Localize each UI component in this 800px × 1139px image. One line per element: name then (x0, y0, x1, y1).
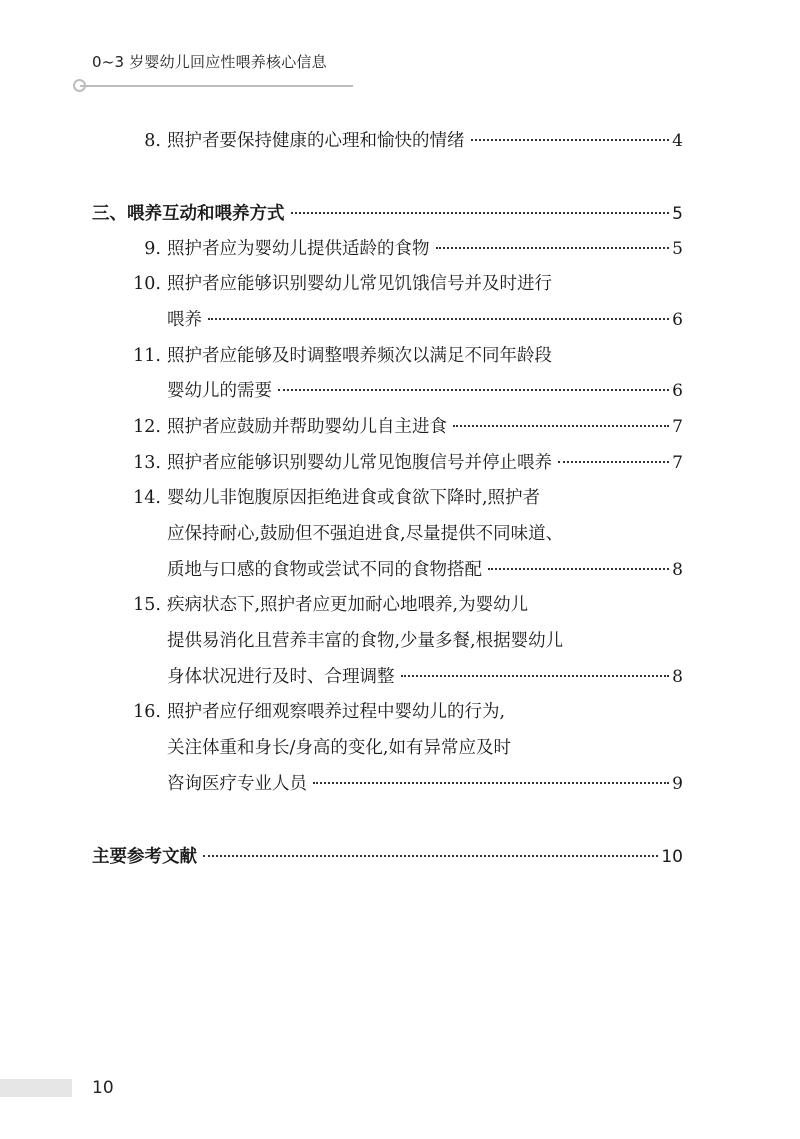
toc-number: 15. (133, 595, 161, 615)
toc-title-cont: 提供易消化且营养丰富的食物,少量多餐,根据婴幼儿 (167, 631, 564, 651)
toc-page: 6 (672, 381, 683, 401)
toc-page: 5 (672, 239, 683, 259)
toc-entry-12[interactable] (130, 413, 683, 443)
toc-entry-10[interactable] (130, 270, 683, 300)
header-rule (80, 85, 353, 87)
toc-page: 5 (672, 204, 683, 224)
toc-title-cont: 关注体重和身长/身高的变化,如有异常应及时 (167, 738, 511, 758)
toc-entry-15[interactable] (130, 591, 683, 621)
toc-page: 8 (672, 667, 683, 687)
toc-entry-13[interactable] (130, 449, 683, 479)
dot-leader (453, 425, 669, 427)
toc-page: 6 (672, 310, 683, 330)
toc-title-cont: 喂养 (167, 310, 202, 330)
toc-number: 13. (133, 453, 161, 473)
toc-title: 照护者应仔细观察喂养过程中婴幼儿的行为, (167, 702, 506, 722)
dot-leader (203, 855, 658, 857)
toc-section-title: 主要参考文献 (92, 847, 197, 867)
toc-title-cont: 身体状况进行及时、合理调整 (167, 667, 395, 687)
dot-leader (208, 318, 669, 320)
toc-entry-9[interactable] (130, 235, 683, 265)
dot-leader (278, 389, 669, 391)
toc-title: 照护者要保持健康的心理和愉快的情绪 (167, 131, 465, 151)
dot-leader (313, 782, 669, 784)
dot-leader (291, 212, 670, 214)
dot-leader (558, 461, 669, 463)
toc-section-title: 三、喂养互动和喂养方式 (92, 204, 285, 224)
toc-title-cont: 咨询医疗专业人员 (167, 774, 307, 794)
toc-entry-16[interactable] (130, 698, 683, 728)
toc-title: 照护者应为婴幼儿提供适龄的食物 (167, 239, 430, 259)
toc-title: 照护者应能够识别婴幼儿常见饱腹信号并停止喂养 (167, 453, 552, 473)
toc-title: 照护者应能够识别婴幼儿常见饥饿信号并及时进行 (167, 274, 552, 294)
toc-entry-8[interactable] (130, 127, 683, 157)
toc-entry-15-cont[interactable] (167, 627, 683, 657)
dot-leader (488, 568, 669, 570)
toc-page: 9 (672, 774, 683, 794)
toc-references[interactable] (92, 843, 683, 873)
toc-entry-16-cont[interactable] (167, 734, 683, 764)
toc-number: 14. (133, 488, 161, 508)
toc-title-cont: 质地与口感的食物或尝试不同的食物搭配 (167, 560, 482, 580)
toc-entry-14[interactable] (130, 484, 683, 514)
toc-title-cont: 婴幼儿的需要 (167, 381, 272, 401)
toc-entry-14-cont[interactable] (167, 520, 683, 550)
toc-number: 10. (133, 274, 161, 294)
toc-page: 10 (661, 847, 683, 867)
dot-leader (436, 247, 670, 249)
page-number-badge (0, 1079, 72, 1097)
toc-number: 8. (144, 131, 161, 151)
toc-number: 11. (133, 346, 161, 366)
toc-entry-11[interactable] (130, 342, 683, 372)
dot-leader (471, 139, 670, 141)
toc-section-3[interactable] (92, 200, 683, 230)
toc-number: 12. (133, 417, 161, 437)
toc-title: 疾病状态下,照护者应更加耐心地喂养,为婴幼儿 (167, 595, 529, 615)
dot-leader (401, 675, 670, 677)
toc-entry-16-cont[interactable] (167, 770, 683, 800)
running-header: 0~3 岁婴幼儿回应性喂养核心信息 (92, 53, 327, 71)
toc-entry-14-cont[interactable] (167, 556, 683, 586)
page-number: 10 (92, 1078, 114, 1098)
toc-title: 婴幼儿非饱腹原因拒绝进食或食欲下降时,照护者 (167, 488, 541, 508)
toc-number: 9. (144, 239, 161, 259)
toc-page: 8 (672, 560, 683, 580)
toc-title: 照护者应鼓励并帮助婴幼儿自主进食 (167, 417, 447, 437)
toc-entry-11-cont[interactable] (167, 377, 683, 407)
toc-page: 4 (672, 131, 683, 151)
toc-number: 16. (133, 702, 161, 722)
toc-entry-10-cont[interactable] (167, 306, 683, 336)
toc-title: 照护者应能够及时调整喂养频次以满足不同年龄段 (167, 346, 552, 366)
toc-page: 7 (672, 417, 683, 437)
toc-entry-15-cont[interactable] (167, 663, 683, 693)
toc-page: 7 (672, 453, 683, 473)
toc-title-cont: 应保持耐心,鼓励但不强迫进食,尽量提供不同味道、 (167, 524, 564, 544)
